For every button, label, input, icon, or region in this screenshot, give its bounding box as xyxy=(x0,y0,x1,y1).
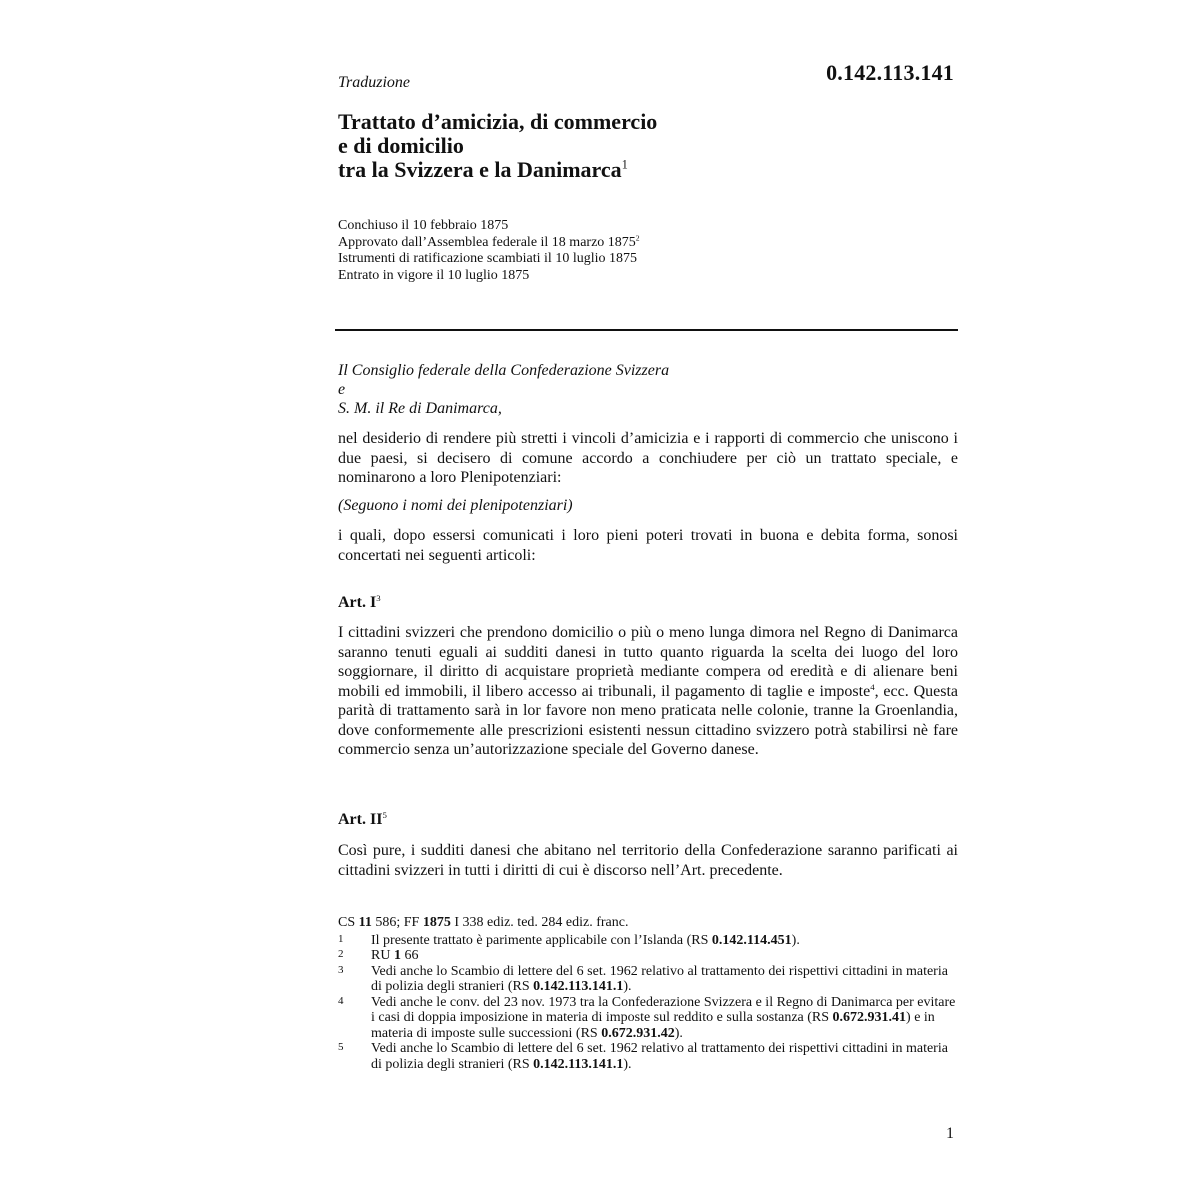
footnote-3-ref[interactable]: 0.142.113.141.1 xyxy=(533,979,624,994)
article-1-text-part-2: , ecc. Questa parità di trattamento sarà in lor favore non meno praticata nelle colonie, tranne la Groenlandia, dove conformemente alle prescrizioni esistenti nessun cittadino svizzero potrà stabilirsi nè fare commercio senza un’autorizzazione speciale del Governo danese. xyxy=(338,682,959,758)
page-number: 1 xyxy=(946,1125,954,1142)
footnote-4-number: 4 xyxy=(338,994,344,1007)
footnote-5-body: Vedi anche lo Scambio di lettere del 6 set. 1962 relativo al trattamento dei rispettivi cittadini in materia di polizia degli stranieri (RS xyxy=(371,1041,948,1072)
footnote-5-after: ). xyxy=(623,1056,632,1072)
source-cs-volume: 11 xyxy=(358,915,372,930)
party-denmark: S. M. il Re di Danimarca, xyxy=(338,400,502,417)
meta-in-force: Entrato in vigore il 10 luglio 1875 xyxy=(338,267,530,283)
footnote-4-body: Vedi anche le conv. del 23 nov. 1973 tra la Confederazione Svizzera e il Regno di Danimarca per evitare i casi di doppia imposizione in materia di imposte sul reddito e sulla sostanza (RS xyxy=(371,994,956,1025)
footnote-4 xyxy=(338,995,958,1042)
meta-approved xyxy=(338,235,958,252)
footnote-5-text xyxy=(371,1041,958,1072)
footnote-5-number: 5 xyxy=(338,1041,344,1053)
footnote-3-after: ). xyxy=(623,979,632,994)
footnote-4-after: ). xyxy=(674,1025,683,1041)
party-conjunction: e xyxy=(338,381,346,398)
footnote-ref-1[interactable]: 1 xyxy=(621,157,628,172)
footnote-ref-2[interactable]: 2 xyxy=(635,233,640,243)
footnote-1-after: ). xyxy=(791,932,800,948)
footnotes xyxy=(338,915,958,1072)
footnote-1-number: 1 xyxy=(338,932,344,945)
footnote-2-number: 2 xyxy=(338,948,344,960)
title-line-3-text: tra la Svizzera e la Danimarca xyxy=(338,157,622,182)
footnote-ref-3[interactable]: 3 xyxy=(376,592,381,603)
footnote-4-text xyxy=(371,995,958,1042)
footnote-5-ref[interactable]: 0.142.113.141.1 xyxy=(533,1056,624,1072)
article-2-heading xyxy=(338,811,958,829)
meta-approved-text: Approvato dall’Assemblea federale il 18 marzo 1875 xyxy=(338,234,636,250)
article-2-title: Art. II xyxy=(338,811,383,828)
source-cs-page: 586; FF xyxy=(375,915,420,930)
source-ff-year: 1875 xyxy=(422,915,451,930)
title-line-1: Trattato d’amicizia, di commercio xyxy=(338,109,658,134)
footnote-2-after: 66 xyxy=(400,948,419,963)
source-rest: I 338 ediz. ted. 284 ediz. franc. xyxy=(454,915,629,930)
plenipotentiaries-note: (Seguono i nomi dei plenipotenziari) xyxy=(338,497,573,514)
party-switzerland: Il Consiglio federale della Confederazione Svizzera xyxy=(338,362,670,379)
article-1-text xyxy=(338,623,958,760)
footnote-1-text xyxy=(371,933,958,949)
footnote-1 xyxy=(338,933,958,949)
document-title xyxy=(338,110,958,182)
footnote-1-body: Il presente trattato è parimente applicabile con l’Islanda (RS xyxy=(371,932,712,948)
footnote-2 xyxy=(338,948,958,964)
meta-ratified: Istrumenti di ratificazione scambiati il 10 luglio 1875 xyxy=(338,251,637,266)
footnote-1-ref[interactable]: 0.142.114.451 xyxy=(711,932,792,948)
article-1-heading xyxy=(338,594,958,612)
article-1-title: Art. I xyxy=(338,594,377,611)
footnote-3-number: 3 xyxy=(338,963,344,976)
treaty-metadata xyxy=(338,218,958,284)
footnote-5 xyxy=(338,1041,958,1072)
header-divider xyxy=(335,329,958,331)
translation-label: Traduzione xyxy=(338,74,411,91)
footnote-2-text xyxy=(371,948,958,964)
footnote-3 xyxy=(338,964,958,995)
footnote-4-mid: ) e in materia di imposte sulle successioni (RS xyxy=(371,1010,935,1041)
meta-concluded: Conchiuso il 10 febbraio 1875 xyxy=(338,218,509,233)
footnote-ref-5[interactable]: 5 xyxy=(382,809,387,820)
sr-number: 0.142.113.141 xyxy=(826,60,954,85)
article-1-text-part-1: I cittadini svizzeri che prendono domicilio o più o meno lunga dimora nel Regno di Danimarca saranno tenuti eguali ai sudditi danesi in tutto quanto riguarda la scelta dei luogo del loro soggiornare, il diritto di acquistare proprietà mediante compera od eredità e di alienare beni mobili ed immobili, il libero accesso ai tribunali, il pagamento di taglie e imposte xyxy=(338,624,958,700)
title-line-3 xyxy=(338,158,958,182)
preamble-paragraph-1: nel desiderio di rendere più stretti i vincoli d’amicizia e i rapporti di commercio che uniscono i due paesi, si decisero di comune accordo a conchiudere per ciò un trattato speciale, e nominarono a loro Plenipotenziari: xyxy=(338,430,958,486)
source-cs: CS xyxy=(338,915,356,930)
footnote-source xyxy=(338,915,958,931)
footnote-4-ref[interactable]: 0.672.931.41 xyxy=(832,1010,907,1025)
footnote-4-ref-2[interactable]: 0.672.931.42 xyxy=(601,1025,675,1041)
footnote-3-text xyxy=(371,964,958,995)
preamble-paragraph-2: i quali, dopo essersi comunicati i loro pieni poteri trovati in buona e debita forma, sonosi concertati nei seguenti articoli: xyxy=(338,527,958,564)
preamble-parties xyxy=(338,361,958,418)
footnote-3-body: Vedi anche lo Scambio di lettere del 6 set. 1962 relativo al trattamento dei rispettivi cittadini in materia di polizia degli stranieri (RS xyxy=(371,963,948,994)
title-line-2: e di domicilio xyxy=(338,133,464,158)
footnote-2-ref[interactable]: 1 xyxy=(393,948,401,963)
footnote-2-body: RU xyxy=(371,948,394,963)
footnote-ref-4[interactable]: 4 xyxy=(870,681,875,692)
article-2-text: Così pure, i sudditi danesi che abitano nel territorio della Confederazione saranno parificati ai cittadini svizzeri in tutti i diritti di cui è discorso nell’Art. precedente. xyxy=(338,842,958,879)
